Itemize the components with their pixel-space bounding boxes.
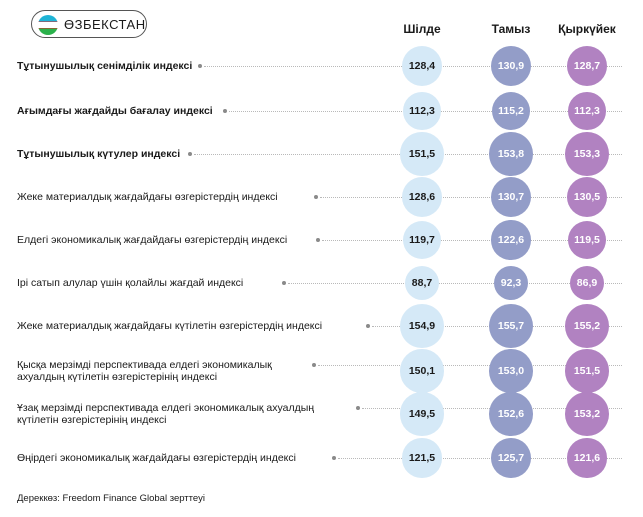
leader-dot (188, 152, 192, 156)
value-bubble-july: 112,3 (403, 92, 441, 130)
value-bubble-august: 125,7 (491, 438, 531, 478)
row-label: Жеке материалдық жағдайдағы өзгерістердің индексі (17, 191, 278, 203)
value-bubble-august: 130,7 (491, 177, 531, 217)
value-bubble-august: 92,3 (494, 266, 529, 301)
value-bubble-july: 88,7 (405, 266, 439, 300)
column-header-july: Шілде (403, 22, 441, 36)
row-label: Ірі сатып алулар үшін қолайлы жағдай индексі (17, 277, 244, 289)
leader-dot (366, 324, 370, 328)
value-bubble-september: 119,5 (568, 221, 607, 260)
value-bubble-september: 155,2 (565, 304, 609, 348)
leader-dot (332, 456, 336, 460)
value-bubble-august: 153,8 (489, 132, 533, 176)
value-bubble-july: 128,4 (402, 46, 442, 86)
value-bubble-september: 153,2 (565, 392, 609, 436)
value-bubble-september: 121,6 (567, 438, 606, 477)
value-bubble-july: 151,5 (400, 132, 443, 175)
leader-dot (282, 281, 286, 285)
leader-dot (198, 64, 202, 68)
row-label: Өңірдегі экономикалық жағдайдағы өзгерістердің индексі (17, 452, 296, 464)
leader-dot (312, 363, 316, 367)
leader-dot (316, 238, 320, 242)
country-name: ӨЗБЕКСТАН (64, 17, 146, 32)
value-bubble-august: 115,2 (492, 92, 530, 130)
value-bubble-september: 153,3 (565, 132, 609, 176)
column-header-august: Тамыз (491, 22, 531, 36)
value-bubble-september: 86,9 (570, 266, 604, 300)
value-bubble-july: 119,7 (403, 221, 442, 260)
value-bubble-july: 154,9 (400, 304, 444, 348)
value-bubble-september: 130,5 (567, 177, 607, 217)
value-bubble-august: 122,6 (491, 220, 530, 259)
value-bubble-july: 149,5 (400, 392, 443, 435)
value-bubble-september: 128,7 (567, 46, 607, 86)
value-bubble-august: 152,6 (489, 392, 533, 436)
row-label: Елдегі экономикалық жағдайдағы өзгерістердің индексі (17, 234, 288, 246)
value-bubble-july: 128,6 (402, 177, 442, 217)
value-bubble-september: 151,5 (565, 349, 608, 392)
row-label: Ұзақ мерзімді перспективада елдегі экономикалық ахуалдың күтілетін өзгерістерінің индексі (17, 402, 315, 426)
column-header-september: Қыркүйек (558, 22, 616, 36)
value-bubble-august: 130,9 (491, 46, 531, 86)
source-note: Дереккөз: Freedom Finance Global зерттеуі (17, 493, 205, 504)
leader-dot (314, 195, 318, 199)
value-bubble-august: 153,0 (489, 349, 533, 393)
value-bubble-july: 150,1 (400, 349, 443, 392)
value-bubble-august: 155,7 (489, 304, 533, 348)
uzbekistan-flag-icon (38, 15, 58, 35)
row-label: Тұтынушылық күтулер индексі (17, 148, 181, 160)
value-bubble-september: 112,3 (568, 92, 606, 130)
row-label: Қысқа мерзімді перспективада елдегі экономикалық ахуалдың күтілетін өзгерістерінің индексі (17, 359, 272, 383)
row-label: Жеке материалдық жағдайдағы күтілетін өзгерістердің индексі (17, 320, 323, 332)
row-label: Ағымдағы жағдайды бағалау индексі (17, 105, 213, 117)
leader-dot (223, 109, 227, 113)
value-bubble-july: 121,5 (402, 438, 441, 477)
country-badge (31, 10, 147, 38)
row-label: Тұтынушылық сенімділік индексі (17, 60, 193, 72)
leader-dot (356, 406, 360, 410)
